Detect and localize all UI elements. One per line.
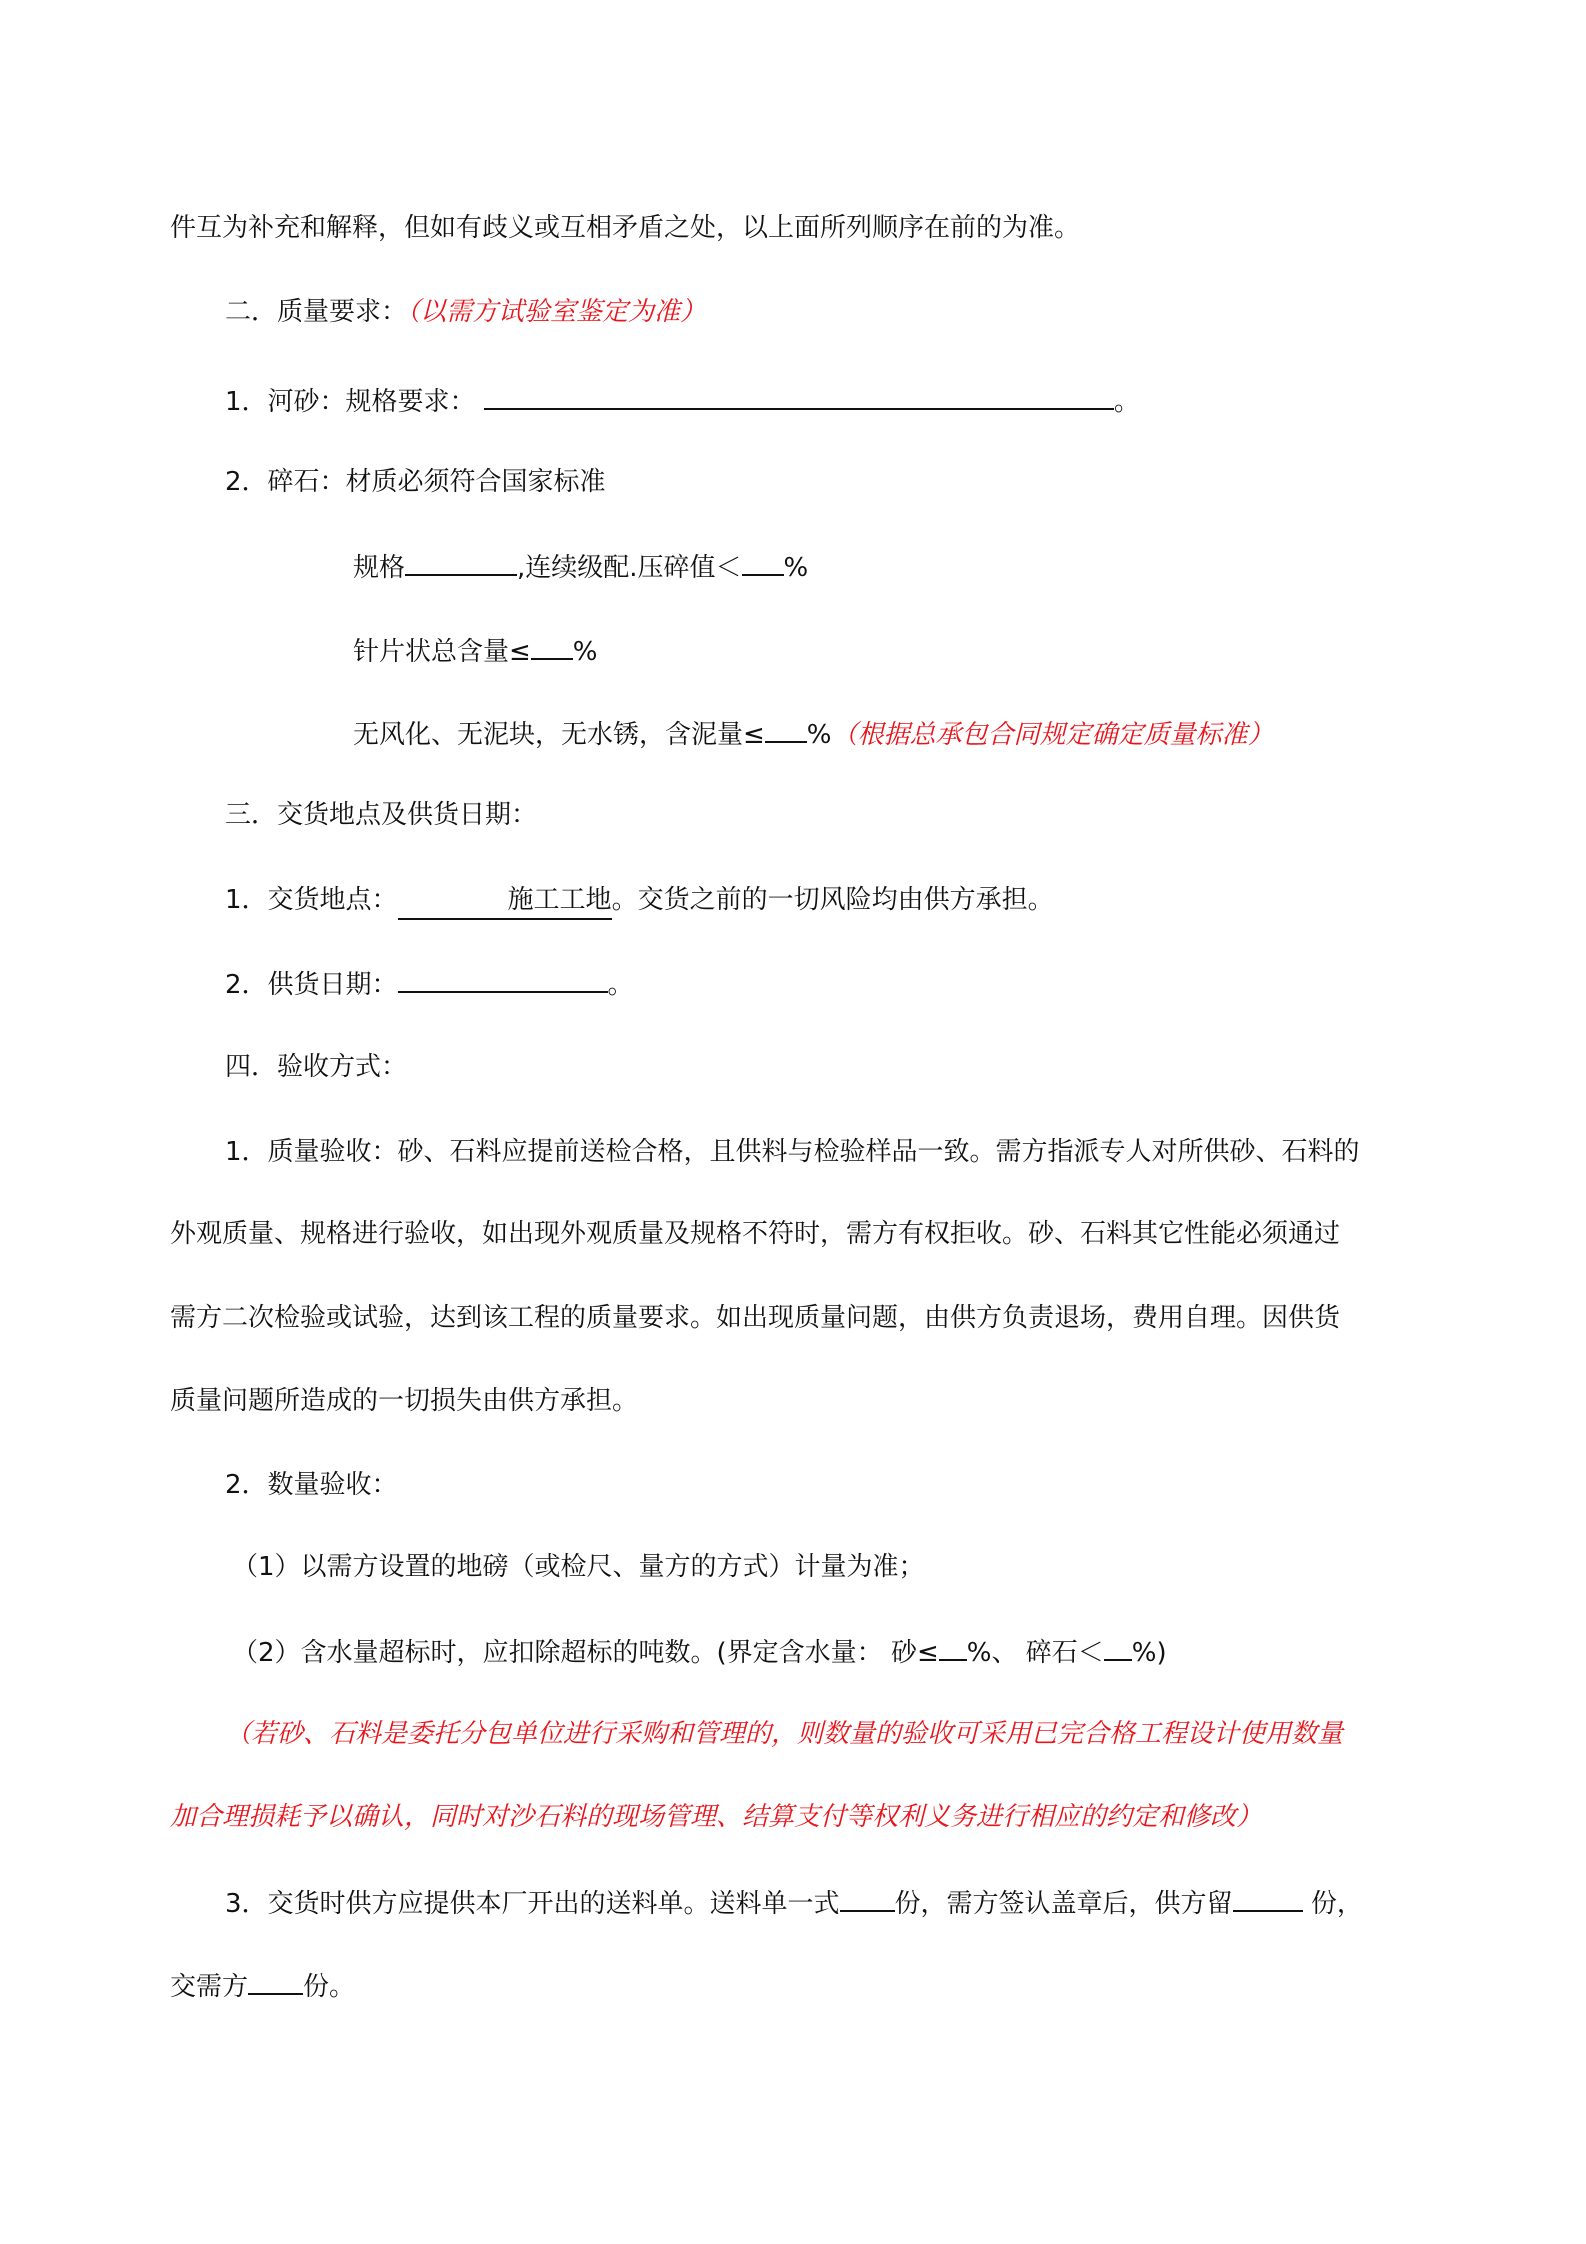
spec-line: [353, 632, 598, 670]
text-segment: 份，: [1302, 1889, 1363, 1919]
section-heading: 2．数量验收：: [225, 1470, 398, 1500]
field-label: 2．供货日期：: [225, 970, 398, 1000]
fill-blank: [1233, 1884, 1303, 1912]
field-label: 1．交货地点：: [225, 885, 398, 915]
red-note: （若砂、石料是委托分包单位进行采购和管理的，则数量的验收可采用已完合格工程设计使用数量: [225, 1719, 1344, 1749]
section-heading: [225, 294, 706, 330]
text-segment: 交需方: [170, 1972, 249, 2002]
paragraph-line: （1）以需方设置的地磅（或检尺、量方的方式）计量为准；: [232, 1552, 925, 1582]
field-line: [225, 382, 1140, 420]
spec-unit: %: [806, 720, 832, 750]
spec-label: 无风化、无泥块，无水锈，含泥量≤: [353, 720, 765, 750]
spec-unit: %: [783, 553, 809, 583]
fill-blank: [484, 382, 1114, 410]
field-line: [225, 882, 1054, 920]
paragraph-line: 需方二次检验或试验，达到该工程的质量要求。如出现质量问题，由供方负责退场，费用自理。因供货: [170, 1303, 1341, 1333]
red-note: 加合理损耗予以确认，同时对沙石料的现场管理、结算支付等权利义务进行相应的约定和修改）: [170, 1802, 1263, 1832]
paragraph-line: 2．碎石：材质必须符合国家标准: [225, 467, 606, 497]
field-end: 。: [1113, 387, 1140, 417]
field-end: 。: [607, 970, 634, 1000]
spec-unit: %: [572, 637, 598, 667]
paragraph-line: 质量问题所造成的一切损失由供方承担。: [170, 1386, 639, 1416]
red-note: （以需方试验室鉴定为准）: [407, 297, 707, 327]
delivery-site-text: 施工工地: [507, 885, 612, 915]
paragraph-line: [232, 1633, 1167, 1671]
paragraph-line: 外观质量、规格进行验收，如出现外观质量及规格不符时，需方有权拒收。砂、石料其它性能必须通过: [170, 1219, 1341, 1249]
spec-line: [353, 548, 808, 586]
red-note: （根据总承包合同规定确定质量标准）: [831, 720, 1274, 750]
fill-blank: [248, 1967, 303, 1995]
section-title: 二．质量要求：: [225, 297, 408, 327]
spec-label: 规格: [353, 553, 406, 583]
field-line: [225, 965, 634, 1003]
delivery-site: [398, 882, 612, 920]
field-label: 1．河砂：规格要求：: [225, 387, 476, 417]
fill-blank: [742, 548, 784, 576]
spec-label: ,连续级配.压碎值＜: [517, 553, 742, 583]
spec-line: [353, 715, 1274, 753]
paragraph-line: 1．质量验收：砂、石料应提前送检合格，且供料与检验样品一致。需方指派专人对所供砂、石料的: [225, 1137, 1360, 1167]
fill-blank: [531, 632, 573, 660]
text-segment: （2）含水量超标时，应扣除超标的吨数。(界定含水量： 砂≤: [232, 1638, 939, 1668]
fill-blank: [765, 715, 807, 743]
field-text: 。交货之前的一切风险均由供方承担。: [611, 885, 1054, 915]
section-heading: 三．交货地点及供货日期：: [225, 800, 538, 830]
paragraph-line: 件互为补充和解释，但如有歧义或互相矛盾之处，以上面所列顺序在前的为准。: [170, 213, 1081, 243]
text-segment: %): [1131, 1638, 1167, 1668]
paragraph-line: [170, 1967, 355, 2005]
fill-blank: [398, 965, 608, 993]
text-segment: 份，需方签认盖章后，供方留: [894, 1889, 1233, 1919]
text-segment: 份。: [303, 1972, 356, 2002]
section-heading: 四．验收方式：: [225, 1052, 408, 1082]
fill-blank: [405, 548, 517, 576]
text-segment: %、 碎石＜: [966, 1638, 1104, 1668]
text-segment: 3．交货时供方应提供本厂开出的送料单。送料单一式: [225, 1889, 840, 1919]
fill-blank: [939, 1633, 967, 1661]
fill-blank: [840, 1884, 895, 1912]
paragraph-line: [225, 1884, 1363, 1922]
fill-blank: [1104, 1633, 1132, 1661]
spec-label: 针片状总含量≤: [353, 637, 531, 667]
